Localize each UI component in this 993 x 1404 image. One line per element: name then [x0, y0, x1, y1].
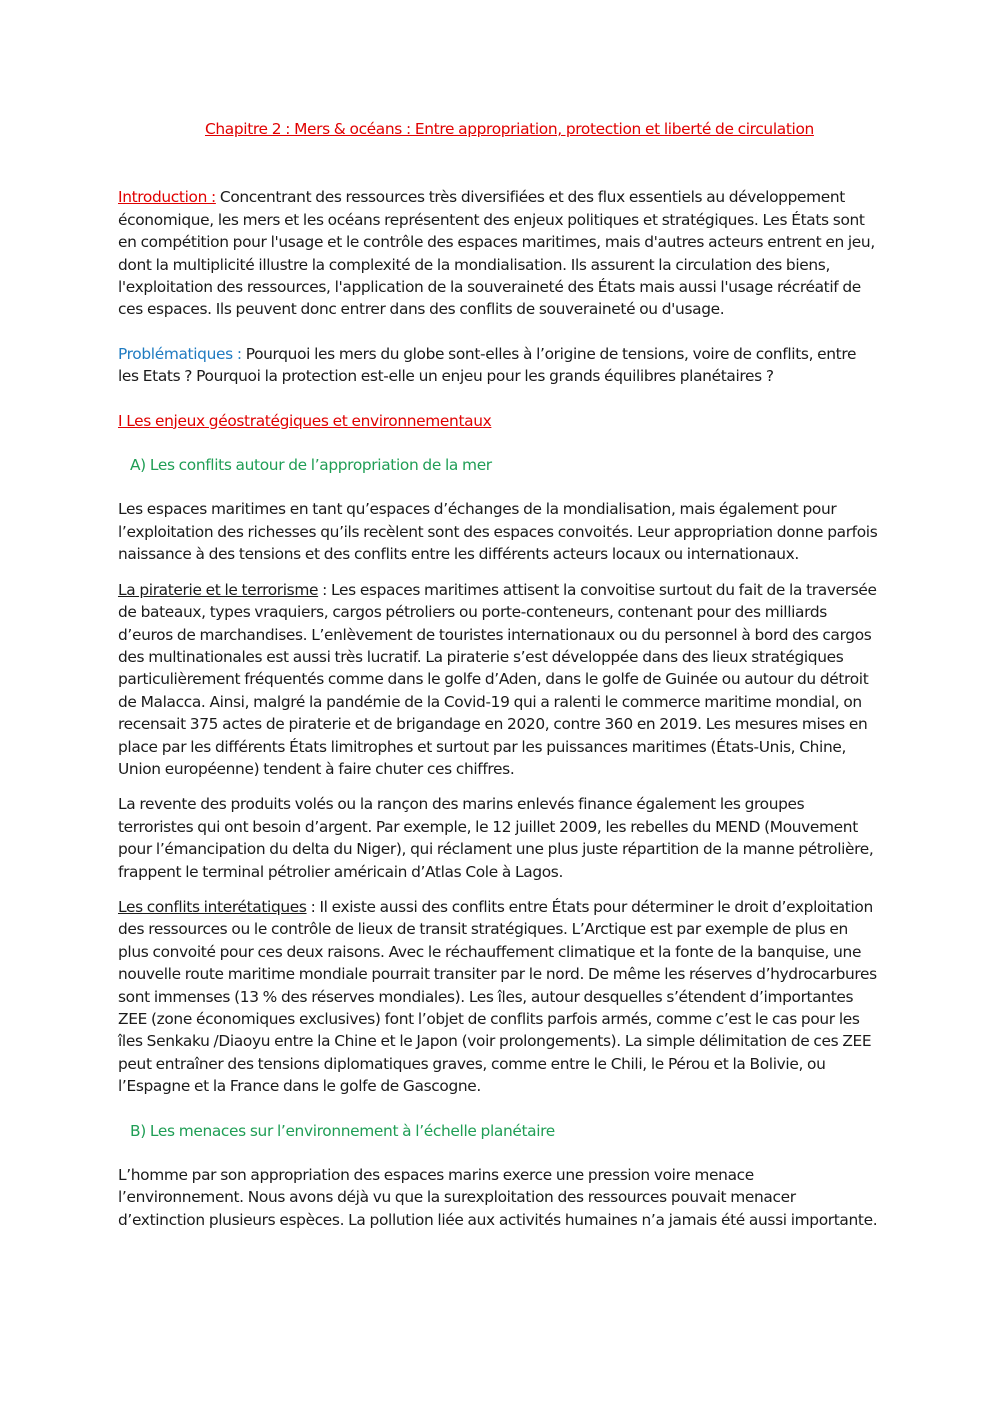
section-1-title: I Les enjeux géostratégiques et environnementaux — [118, 411, 492, 430]
chapter-title: Chapitre 2 : Mers & océans : Entre appropriation, protection et liberté de circulation — [205, 120, 814, 138]
piracy-text: : Les espaces maritimes attisent la convoitise surtout du fait de la traversée de bateaux, types vraquiers, cargos pétroliers ou porte-conteneurs, contenant pour des milliards d’euros de marchandises. L’enlèvement de touristes internationaux ou du personnel à bord des cargos des multinationales est aussi très lucratif. La piraterie s’est développée dans des lieux stratégiques particulièrement fréquentés comme dans le golfe d’Aden, dans le golfe de Guinée ou autour du détroit de Malacca. Ainsi, malgré la pandémie de la Covid-19 qui a ralenti le commerce maritime mondial, on recensait 375 actes de piraterie et de brigandage en 2020, contre 360 en 2019. Les mesures mises en place par les différents États limitrophes et surtout par les puissances maritimes (États-Unis, Chine, Union européenne) tendent à faire chuter ces chiffres. — [118, 580, 877, 778]
subsection-a-paragraph-1: Les espaces maritimes en tant qu’espaces d’échanges de la mondialisation, mais également pour l’exploitation des richesses qu’ils recèlent sont des espaces convoités. Leur appropriation donne parfois naissance à des tensions et des conflits entre les différents acteurs locaux ou internationaux. — [118, 500, 878, 564]
subsection-a-title: A) Les conflits autour de l’appropriation de la mer — [130, 456, 492, 475]
subsection-b-title: B) Les menaces sur l’environnement à l’échelle planétaire — [130, 1121, 555, 1140]
interstate-conflicts-paragraph — [118, 896, 878, 1098]
introduction-label: Introduction : — [118, 188, 216, 207]
interstate-conflicts-text: : Il existe aussi des conflits entre États pour déterminer le droit d’exploitation des ressources ou le contrôle de lieux de transit stratégiques. L’Arctique est par exemple de plus en plus convoité pour ces deux raisons. Avec le réchauffement climatique et la fonte de la banquise, une nouvelle route maritime mondiale pourrait transiter par le nord. De même les réserves d’hydrocarbures sont immenses (13 % des réserves mondiales). Les îles, autour desquelles s’étendent d’importantes ZEE (zone économiques exclusives) font l’objet de conflits parfois armés, comme c’est le cas pour les îles Senkaku /Diaoyu entre la Chine et le Japon (voir prolongements). La simple délimitation de ces ZEE peut entraîner des tensions diplomatiques graves, comme entre le Chili, le Pérou et la Bolivie, ou l’Espagne et la France dans le golfe de Gascogne. — [118, 897, 877, 1096]
introduction-text: Concentrant des ressources très diversifiées et des flux essentiels au développement économique, les mers et les océans représentent des enjeux politiques et stratégiques. Les États sont en compétition pour l'usage et le contrôle des espaces maritimes, mais d'autres acteurs entrent en jeu, dont la multiplicité illustre la complexité de la mondialisation. Ils assurent la circulation des biens, l'exploitation des ressources, l'application de la souveraineté des États mais aussi l'usage récréatif de ces espaces. Ils peuvent donc entrer dans des conflits de souveraineté ou d'usage. — [118, 188, 875, 319]
subsection-b-paragraph-1: L’homme par son appropriation des espaces marins exerce une pression voire menace l’environnement. Nous avons déjà vu que la surexploitation des ressources pouvait menacer d’extinction plusieurs espèces. La pollution liée aux activités humaines n’a jamais été aussi importante. — [118, 1166, 878, 1229]
problematiques-label: Problématiques : — [118, 344, 242, 363]
problematiques-text: Pourquoi les mers du globe sont-elles à l’origine de tensions, voire de conflits, entre les Etats ? Pourquoi la protection est-elle un enjeu pour les grands équilibres planétaires ? — [118, 344, 857, 386]
piracy-paragraph — [118, 579, 878, 781]
problematiques-paragraph — [118, 343, 878, 388]
document-page — [118, 118, 878, 1244]
interstate-conflicts-label: Les conflits interétatiques — [118, 897, 307, 916]
terrorism-paragraph: La revente des produits volés ou la rançon des marins enlevés finance également les groupes terroristes qui ont besoin d’argent. Par exemple, le 12 juillet 2009, les rebelles du MEND (Mouvement pour l’émancipation du delta du Niger), qui réclament une plus juste répartition de la manne pétrolière, frappent le terminal pétrolier américain d’Atlas Cole à Lagos. — [118, 795, 874, 881]
introduction-paragraph — [118, 186, 878, 320]
piracy-label: La piraterie et le terrorisme — [118, 580, 319, 599]
